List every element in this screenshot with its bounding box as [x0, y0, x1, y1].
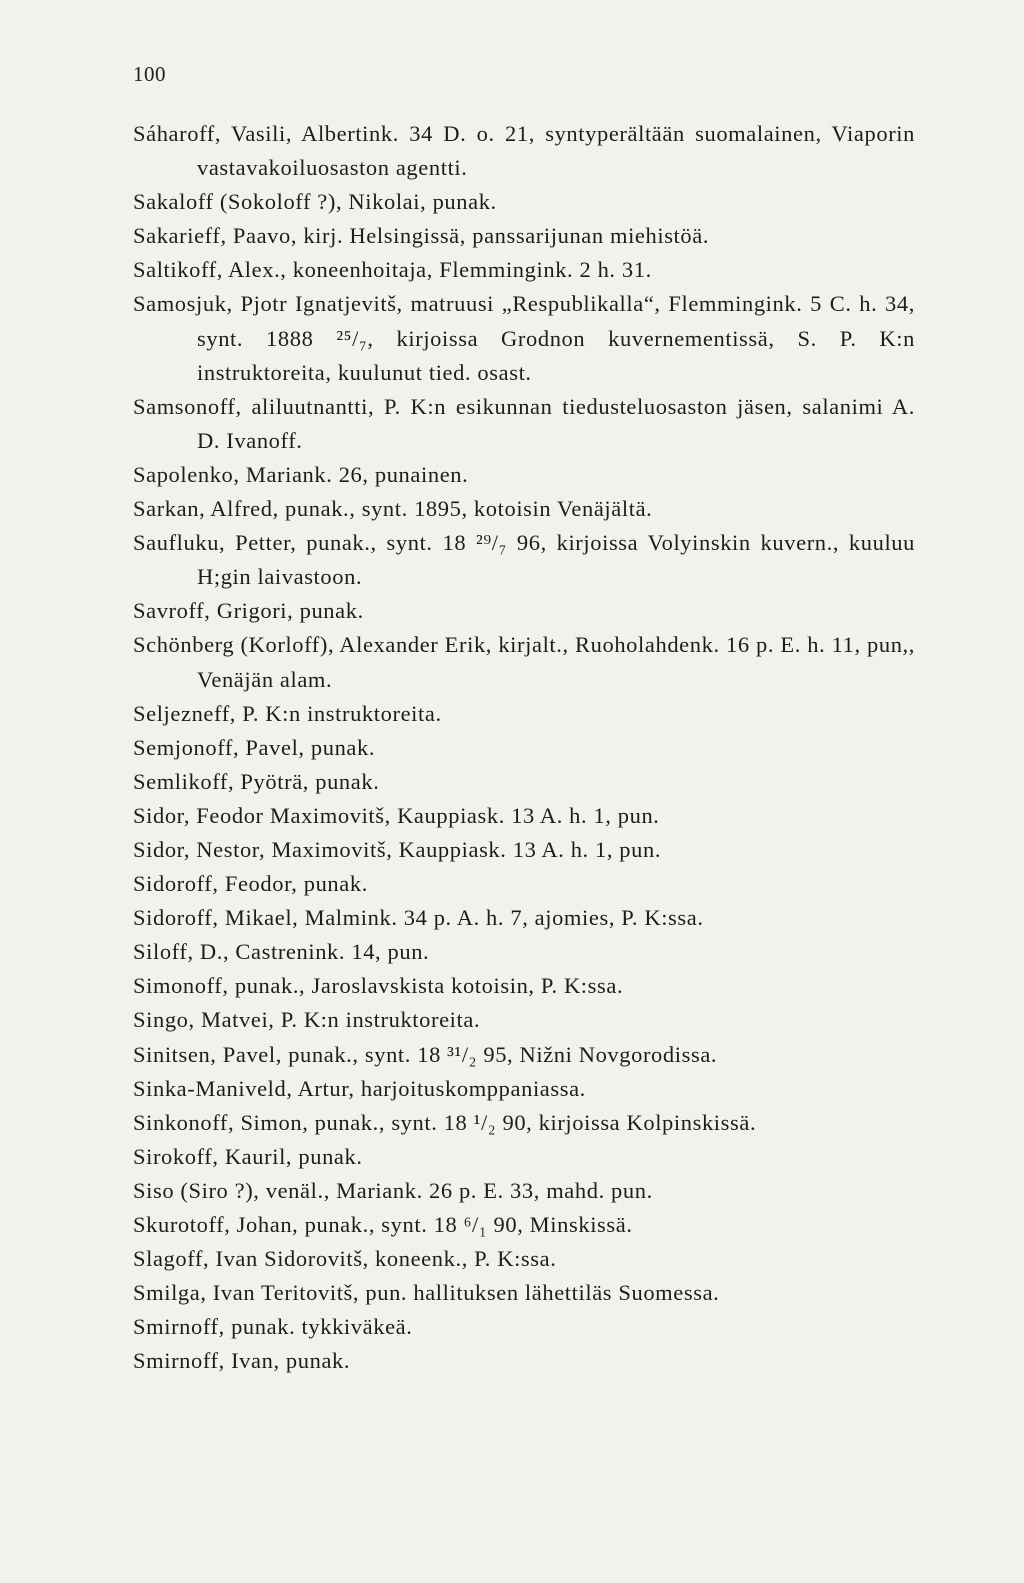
entry: Skurotoff, Johan, punak., synt. 18 ⁶/₁ 90, Minskissä. [133, 1212, 633, 1237]
entry: Singo, Matvei, P. K:n instruktoreita. [133, 1007, 481, 1033]
entry: Sinkonoff, Simon, punak., synt. 18 ¹/₂ 90, kirjoissa Kolpinskissä. [133, 1109, 757, 1135]
entry: Sakaloff (Sokoloff ?), Nikolai, punak. [133, 189, 497, 215]
entry: Saufluku, Petter, punak., synt. 18 ²⁹/₇ 96, kirjoissa Volyinskin kuvern., kuuluu H;gin laivastoon. [133, 530, 915, 590]
entry: Semlikoff, Pyöträ, punak. [133, 768, 380, 794]
entry: Sakarieff, Paavo, kirj. Helsingissä, panssarijunan miehistöä. [133, 223, 710, 249]
entry: Samosjuk, Pjotr Ignatjevitš, matruusi „Respublikalla“, Flemmingink. 5 C. h. 34, synt. 1888 ²⁵/₇, kirjoissa Grodnon kuvernementissä, S. P. K:n instruktoreita, kuulunut tied. osast. [133, 291, 915, 385]
entry: Seljezneff, P. K:n instruktoreita. [133, 700, 442, 726]
entry: Sidor, Nestor, Maximovitš, Kauppiask. 13 A. h. 1, pun. [133, 836, 662, 862]
entry: Sáharoff, Vasili, Albertink. 34 D. o. 21, syntyperältään suomalainen, Viaporin vastavakoiluosaston agentti. [133, 121, 915, 181]
entry: Schönberg (Korloff), Alexander Erik, kirjalt., Ruoholahdenk. 16 p. E. h. 11, pun,, Venäjän alam. [133, 632, 915, 692]
entry: Sapolenko, Mariank. 26, punainen. [133, 461, 469, 487]
entry: Sirokoff, Kauril, punak. [133, 1143, 363, 1169]
entry: Siso (Siro ?), venäl., Mariank. 26 p. E. 33, mahd. pun. [133, 1177, 653, 1203]
entry: Sinka-Maniveld, Artur, harjoituskomppaniassa. [133, 1075, 586, 1101]
entry: Sinitsen, Pavel, punak., synt. 18 ³¹/₂ 95, Nižni Novgorodissa. [133, 1041, 718, 1067]
entry-list [133, 117, 915, 1378]
entry: Semjonoff, Pavel, punak. [133, 734, 376, 760]
entry: Sidor, Feodor Maximovitš, Kauppiask. 13 A. h. 1, pun. [133, 802, 660, 828]
entry: Sidoroff, Mikael, Malmink. 34 p. A. h. 7, ajomies, P. K:ssa. [133, 905, 704, 931]
entry: Samsonoff, aliluutnantti, P. K:n esikunnan tiedusteluosaston jäsen, salanimi A. D. Ivanoff. [133, 393, 915, 453]
entry: Saltikoff, Alex., koneenhoitaja, Flemmingink. 2 h. 31. [133, 257, 652, 283]
entry: Smilga, Ivan Teritovitš, pun. hallituksen lähettiläs Suomessa. [133, 1280, 720, 1306]
entry: Simonoff, punak., Jaroslavskista kotoisin, P. K:ssa. [133, 973, 624, 999]
entry: Savroff, Grigori, punak. [133, 598, 364, 624]
entry: Smirnoff, punak. tykkiväkeä. [133, 1314, 413, 1340]
entry: Slagoff, Ivan Sidorovitš, koneenk., P. K:ssa. [133, 1246, 557, 1272]
entry: Sarkan, Alfred, punak., synt. 1895, kotoisin Venäjältä. [133, 496, 653, 522]
entry: Siloff, D., Castrenink. 14, pun. [133, 939, 430, 965]
entry: Smirnoff, Ivan, punak. [133, 1348, 351, 1374]
entry: Sidoroff, Feodor, punak. [133, 871, 368, 897]
page-number: 100 [133, 62, 166, 86]
